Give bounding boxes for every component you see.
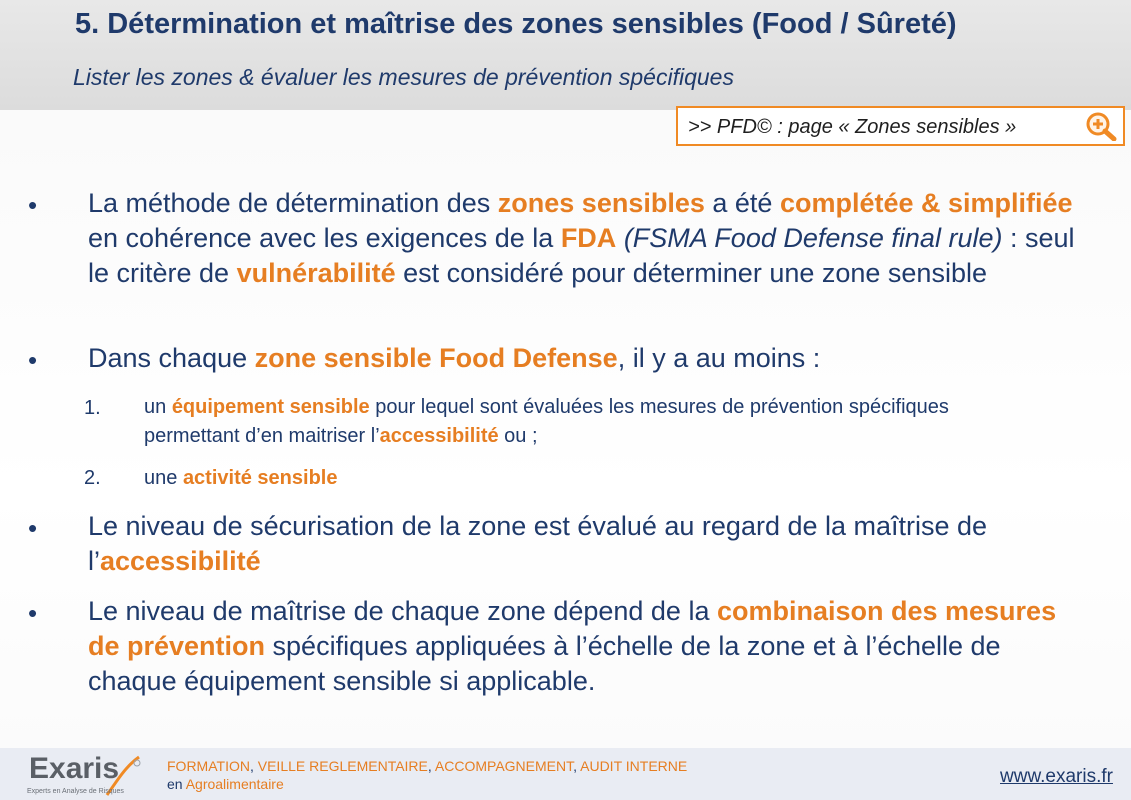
- emphasis-activite-sensible: activité sensible: [182, 467, 338, 489]
- services-line-1: FORMATION, VEILLE REGLEMENTAIRE, ACCOMPAGNEMENT, AUDIT INTERNE: [167, 758, 688, 774]
- pfd-reference-box[interactable]: [676, 106, 1125, 146]
- subitem-number: 2.: [84, 467, 101, 489]
- emphasis-vulnerabilite: vulnérabilité: [236, 258, 396, 288]
- subitem-equipement-sensible: un équipement sensible pour lequel sont évaluées les mesures de prévention spécifiques permettant d’en maitriser l’accessibilité ou ;: [144, 396, 949, 447]
- emphasis-accessibilite: accessibilité: [100, 546, 261, 576]
- emphasis-completee-simplifiee: complétée & simplifiée: [779, 188, 1073, 218]
- services-line-2: en Agroalimentaire: [167, 776, 284, 792]
- website-link[interactable]: www.exaris.fr: [1000, 766, 1113, 787]
- services-tagline: [167, 757, 687, 793]
- page-subtitle: Lister les zones & évaluer les mesures de prévention spécifiques: [73, 64, 734, 90]
- fsma-reference: (FSMA Food Defense final rule): [616, 223, 1003, 253]
- emphasis-zones-sensibles: zones sensibles: [497, 188, 705, 218]
- bullet-methode-zones-sensibles: La méthode de détermination des zones sensibles a été complétée & simplifiée en cohérence avec les exigences de la FDA (FSMA Food Defense final rule) : seul le critère de vulnérabilité est considéré pour déterminer une zone sensible: [88, 188, 1075, 288]
- logo-tagline: Experts en Analyse de Risques: [27, 788, 124, 795]
- bullet-zone-food-defense: Dans chaque zone sensible Food Defense, il y a au moins :: [88, 343, 821, 373]
- pfd-reference-text: [688, 116, 1016, 139]
- logo-wordmark: Exaris: [29, 752, 120, 785]
- page-title: 5. Détermination et maîtrise des zones sensibles (Food / Sûreté): [75, 8, 957, 40]
- emphasis-combinaison-mesures: combinaison des mesures de prévention: [88, 596, 1057, 661]
- pfd-reference-page: page « Zones sensibles »: [788, 116, 1017, 138]
- bullet-marker: •: [28, 513, 38, 543]
- zoom-in-icon[interactable]: [1084, 111, 1118, 141]
- pfd-reference-prefix: >> PFD© :: [688, 116, 783, 138]
- bullet-marker: •: [28, 345, 38, 375]
- footer: [0, 748, 1131, 800]
- bullet-niveau-securisation: Le niveau de sécurisation de la zone est évalué au regard de la maîtrise de l’accessibilité: [88, 511, 988, 576]
- bullet-marker: •: [28, 190, 38, 220]
- bullet-niveau-maitrise: Le niveau de maîtrise de chaque zone dépend de la combinaison des mesures de prévention spécifiques appliquées à l’échelle de la zone et à l’échelle de chaque équipement sensible si applicable.: [88, 596, 1057, 696]
- bullet-marker: •: [28, 598, 38, 628]
- emphasis-fda: FDA: [560, 223, 617, 253]
- title-banner: [0, 0, 1131, 110]
- emphasis-equipement-sensible: équipement sensible: [171, 396, 370, 418]
- exaris-logo[interactable]: [15, 753, 145, 797]
- emphasis-accessibilite: accessibilité: [379, 425, 499, 447]
- subitem-activite-sensible: une activité sensible: [144, 467, 338, 489]
- subitem-number: 1.: [84, 397, 101, 419]
- emphasis-zone-food-defense: zone sensible Food Defense: [254, 343, 618, 373]
